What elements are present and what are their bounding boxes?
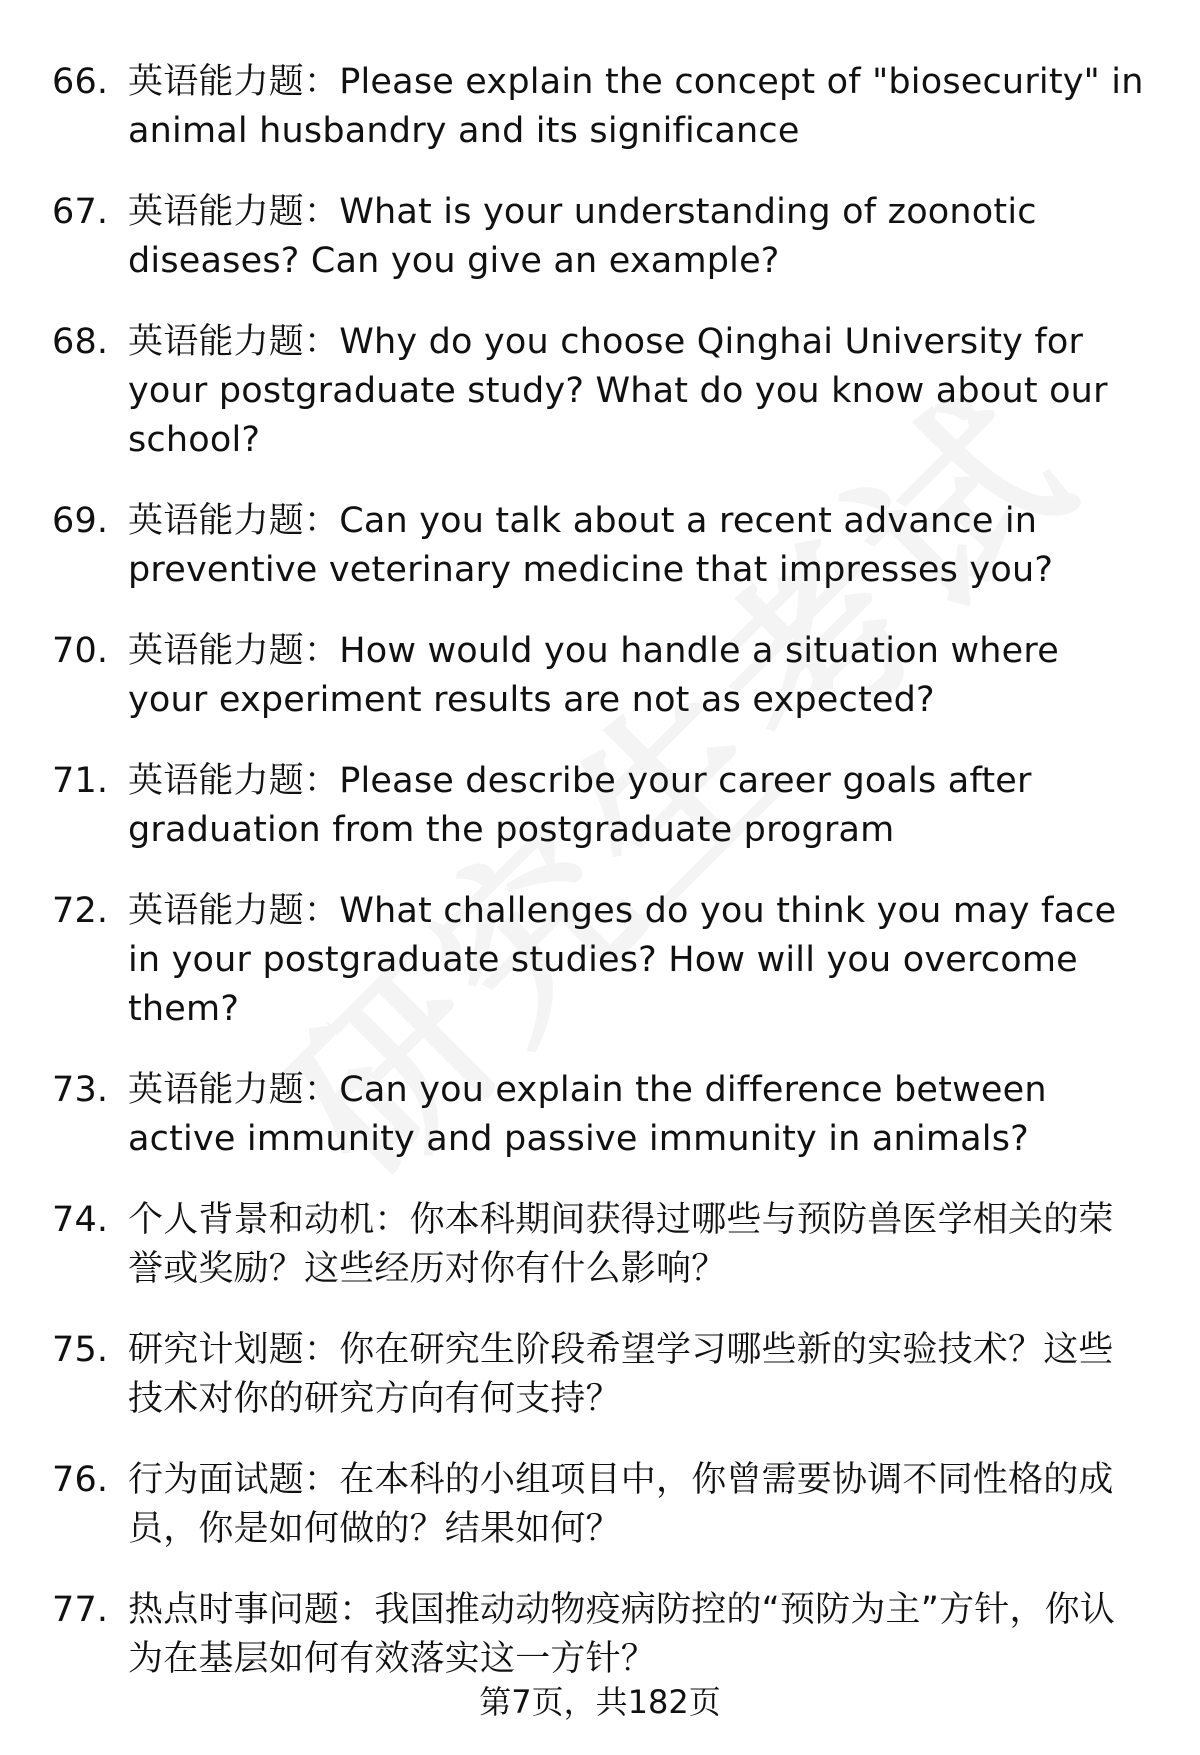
question-text: Can you explain the difference between active immunity and passive immunity in animals?	[128, 1070, 1047, 1159]
question-category: 英语能力题：	[128, 1070, 340, 1110]
question-item	[0, 627, 1200, 725]
question-category: 热点时事问题：	[128, 1590, 375, 1630]
question-number: 71.	[52, 761, 109, 801]
question-category: 英语能力题：	[128, 501, 340, 541]
question-text: Can you talk about a recent advance in preventive veterinary medicine that impresses you?	[128, 501, 1054, 590]
question-category: 英语能力题：	[128, 631, 340, 671]
question-category: 个人背景和动机：	[128, 1200, 410, 1240]
question-category: 英语能力题：	[128, 62, 340, 102]
question-number: 73.	[52, 1070, 109, 1110]
question-category: 英语能力题：	[128, 891, 340, 931]
question-item	[0, 1456, 1200, 1554]
question-text: 你在研究生阶段希望学习哪些新的实验技术？这些技术对你的研究方向有何支持？	[128, 1330, 1114, 1419]
question-number: 67.	[52, 192, 109, 232]
question-body	[128, 318, 1146, 465]
question-category: 英语能力题：	[128, 192, 340, 232]
question-item	[0, 318, 1200, 465]
question-item	[0, 58, 1200, 156]
question-body	[128, 627, 1146, 725]
question-text: 你本科期间获得过哪些与预防兽医学相关的荣誉或奖励？这些经历对你有什么影响？	[128, 1200, 1114, 1289]
question-category: 英语能力题：	[128, 761, 340, 801]
question-item	[0, 757, 1200, 855]
question-text: Please explain the concept of "biosecurity" in animal husbandry and its significance	[128, 62, 1144, 151]
question-number: 76.	[52, 1460, 109, 1500]
question-body	[128, 497, 1146, 595]
question-item	[0, 1196, 1200, 1294]
question-number: 66.	[52, 62, 109, 102]
page-number-footer: 第7页，共182页	[479, 1683, 721, 1721]
question-number: 72.	[52, 891, 109, 931]
question-body	[128, 1456, 1146, 1554]
question-text: What challenges do you think you may face in your postgraduate studies? How will you overcome them?	[128, 891, 1117, 1029]
question-body	[128, 757, 1146, 855]
question-text: 在本科的小组项目中，你曾需要协调不同性格的成员，你是如何做的？结果如何？	[128, 1460, 1114, 1549]
question-text: What is your understanding of zoonotic diseases? Can you give an example?	[128, 192, 1037, 281]
question-text: Why do you choose Qinghai University for your postgraduate study? What do you know about our school?	[128, 322, 1108, 460]
question-text: Please describe your career goals after graduation from the postgraduate program	[128, 761, 1032, 850]
question-item	[0, 188, 1200, 286]
question-number: 77.	[52, 1590, 109, 1630]
question-body	[128, 1196, 1146, 1294]
question-body	[128, 1066, 1146, 1164]
question-item	[0, 497, 1200, 595]
question-body	[128, 1586, 1146, 1684]
question-item	[0, 887, 1200, 1034]
question-item	[0, 1066, 1200, 1164]
question-item	[0, 1586, 1200, 1684]
question-body	[128, 58, 1146, 156]
question-body	[128, 887, 1146, 1034]
question-item	[0, 1326, 1200, 1424]
question-body	[128, 1326, 1146, 1424]
question-category: 行为面试题：	[128, 1460, 340, 1500]
question-number: 69.	[52, 501, 109, 541]
question-text: 我国推动动物疫病防控的“预防为主”方针，你认为在基层如何有效落实这一方针？	[128, 1590, 1116, 1679]
question-list	[0, 58, 1200, 1716]
question-number: 74.	[52, 1200, 109, 1240]
question-text: How would you handle a situation where your experiment results are not as expected?	[128, 631, 1059, 720]
question-body	[128, 188, 1146, 286]
question-number: 70.	[52, 631, 109, 671]
question-number: 68.	[52, 322, 109, 362]
question-number: 75.	[52, 1330, 109, 1370]
question-category: 英语能力题：	[128, 322, 340, 362]
question-category: 研究计划题：	[128, 1330, 340, 1370]
